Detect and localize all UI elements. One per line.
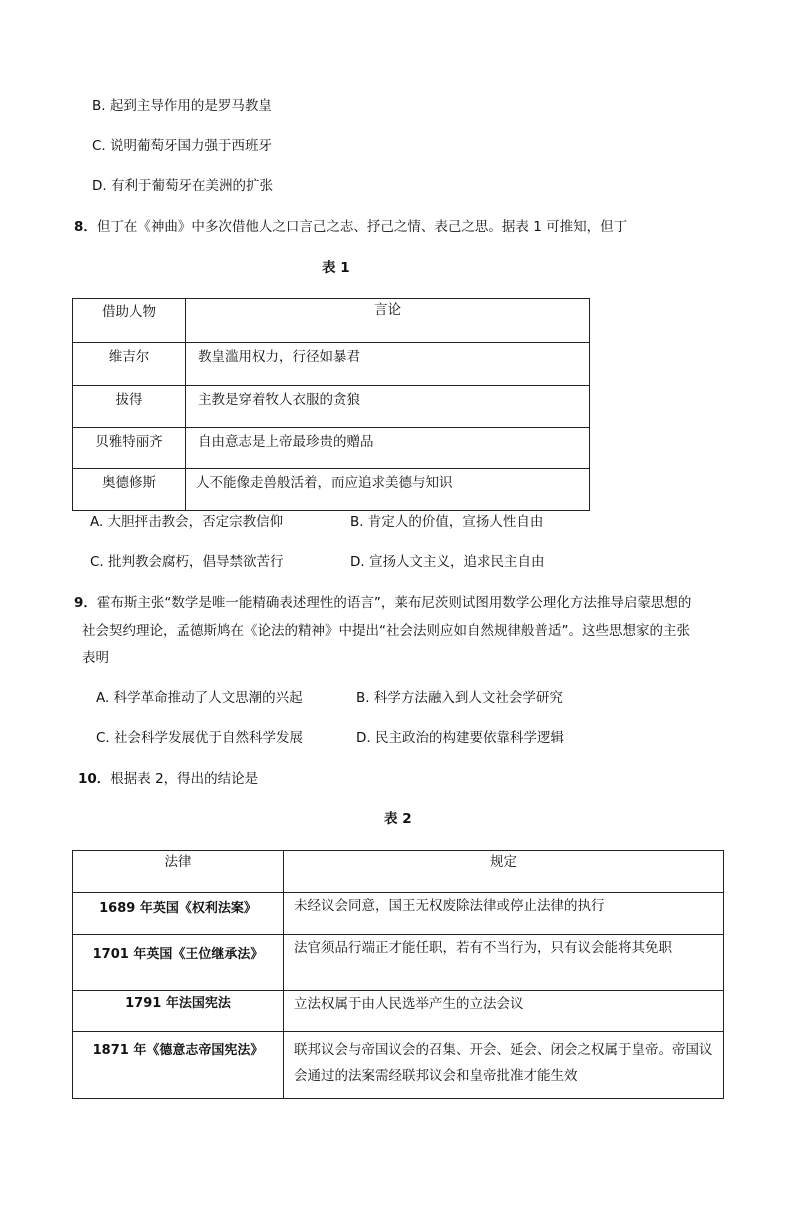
q9-stem-line1 [74,594,691,612]
table1-cell-figure: 拔得 [73,386,186,428]
q8-option-a: A. 大胆抨击教会，否定宗教信仰 [90,514,284,530]
q9-number: 9． [74,595,97,611]
table-row [73,1032,724,1099]
q7-option-d: D. 有利于葡萄牙在美洲的扩张 [92,178,273,194]
table1-cell-speech: 教皇滥用权力，行径如暴君 [186,343,590,386]
q8-stem-text: 但丁在《神曲》中多次借他人之口言己之志、抒己之情、表己之思。据表 1 可推知，但丁 [96,219,628,235]
table1-cell-speech: 人不能像走兽般活着，而应追求美德与知识 [186,469,590,511]
table1-cell-figure: 维吉尔 [73,343,186,386]
table1-cell-speech: 主教是穿着牧人衣服的贪狼 [186,386,590,428]
q10-number: 10． [78,771,111,787]
table-row [73,893,724,935]
q9-option-d: D. 民主政治的构建要依靠科学逻辑 [356,730,564,746]
table-row [73,935,724,991]
q10-stem-text: 根据表 2，得出的结论是 [110,771,259,787]
q8-option-b: B. 肯定人的价值，宣扬人性自由 [350,514,544,530]
table1 [72,298,590,511]
table1-header-speech: 言论 [186,299,590,343]
table1-cell-figure: 奥德修斯 [73,469,186,511]
table1-cell-figure: 贝雅特丽齐 [73,428,186,469]
table2-header-provision: 规定 [284,851,724,893]
q10-stem [78,770,258,788]
table2-cell-law: 1689 年英国《权利法案》 [73,893,284,935]
table2 [72,850,724,1099]
table-row [73,991,724,1032]
q8-option-d: D. 宣扬人文主义，追求民主自由 [350,554,545,570]
table2-cell-provision: 立法权属于由人民选举产生的立法会议 [284,991,724,1032]
table2-cell-provision: 未经议会同意，国王无权废除法律或停止法律的执行 [284,893,724,935]
table1-header-figure: 借助人物 [73,299,186,343]
table2-cell-law: 1701 年英国《王位继承法》 [73,935,284,991]
table-row [73,428,590,469]
table2-caption: 表 2 [384,811,412,827]
table-row [73,469,590,511]
table2-cell-provision: 法官须品行端正才能任职，若有不当行为，只有议会能将其免职 [284,935,724,991]
table2-header-law: 法律 [73,851,284,893]
q9-option-b: B. 科学方法融入到人文社会学研究 [356,690,563,706]
q8-option-c: C. 批判教会腐朽，倡导禁欲苦行 [90,554,284,570]
q9-stem-text-1: 霍布斯主张“数学是唯一能精确表述理性的语言”，莱布尼茨则试图用数学公理化方法推导启蒙思想的 [96,595,692,611]
table2-cell-provision: 联邦议会与帝国议会的召集、开会、延会、闭会之权属于皇帝。帝国议会通过的法案需经联邦议会和皇帝批准才能生效 [284,1032,724,1099]
q9-option-a: A. 科学革命推动了人文思潮的兴起 [96,690,303,706]
table-row [73,343,590,386]
table-row [73,386,590,428]
table1-cell-speech: 自由意志是上帝最珍贵的赠品 [186,428,590,469]
table1-header-row [73,299,590,343]
table2-cell-law: 1871 年《德意志帝国宪法》 [73,1032,284,1099]
q9-stem-line2: 社会契约理论，孟德斯鸠在《论法的精神》中提出“社会法则应如自然规律般普适”。这些思想家的主张 [82,623,690,639]
q7-option-b: B. 起到主导作用的是罗马教皇 [92,98,272,114]
q9-option-c: C. 社会科学发展优于自然科学发展 [96,730,304,746]
table1-caption: 表 1 [322,260,350,276]
table2-header-row [73,851,724,893]
q8-number: 8． [74,219,97,235]
q8-stem [74,218,627,236]
q7-option-c: C. 说明葡萄牙国力强于西班牙 [92,138,273,154]
q9-stem-line3: 表明 [82,650,109,666]
table2-cell-law: 1791 年法国宪法 [73,991,284,1032]
